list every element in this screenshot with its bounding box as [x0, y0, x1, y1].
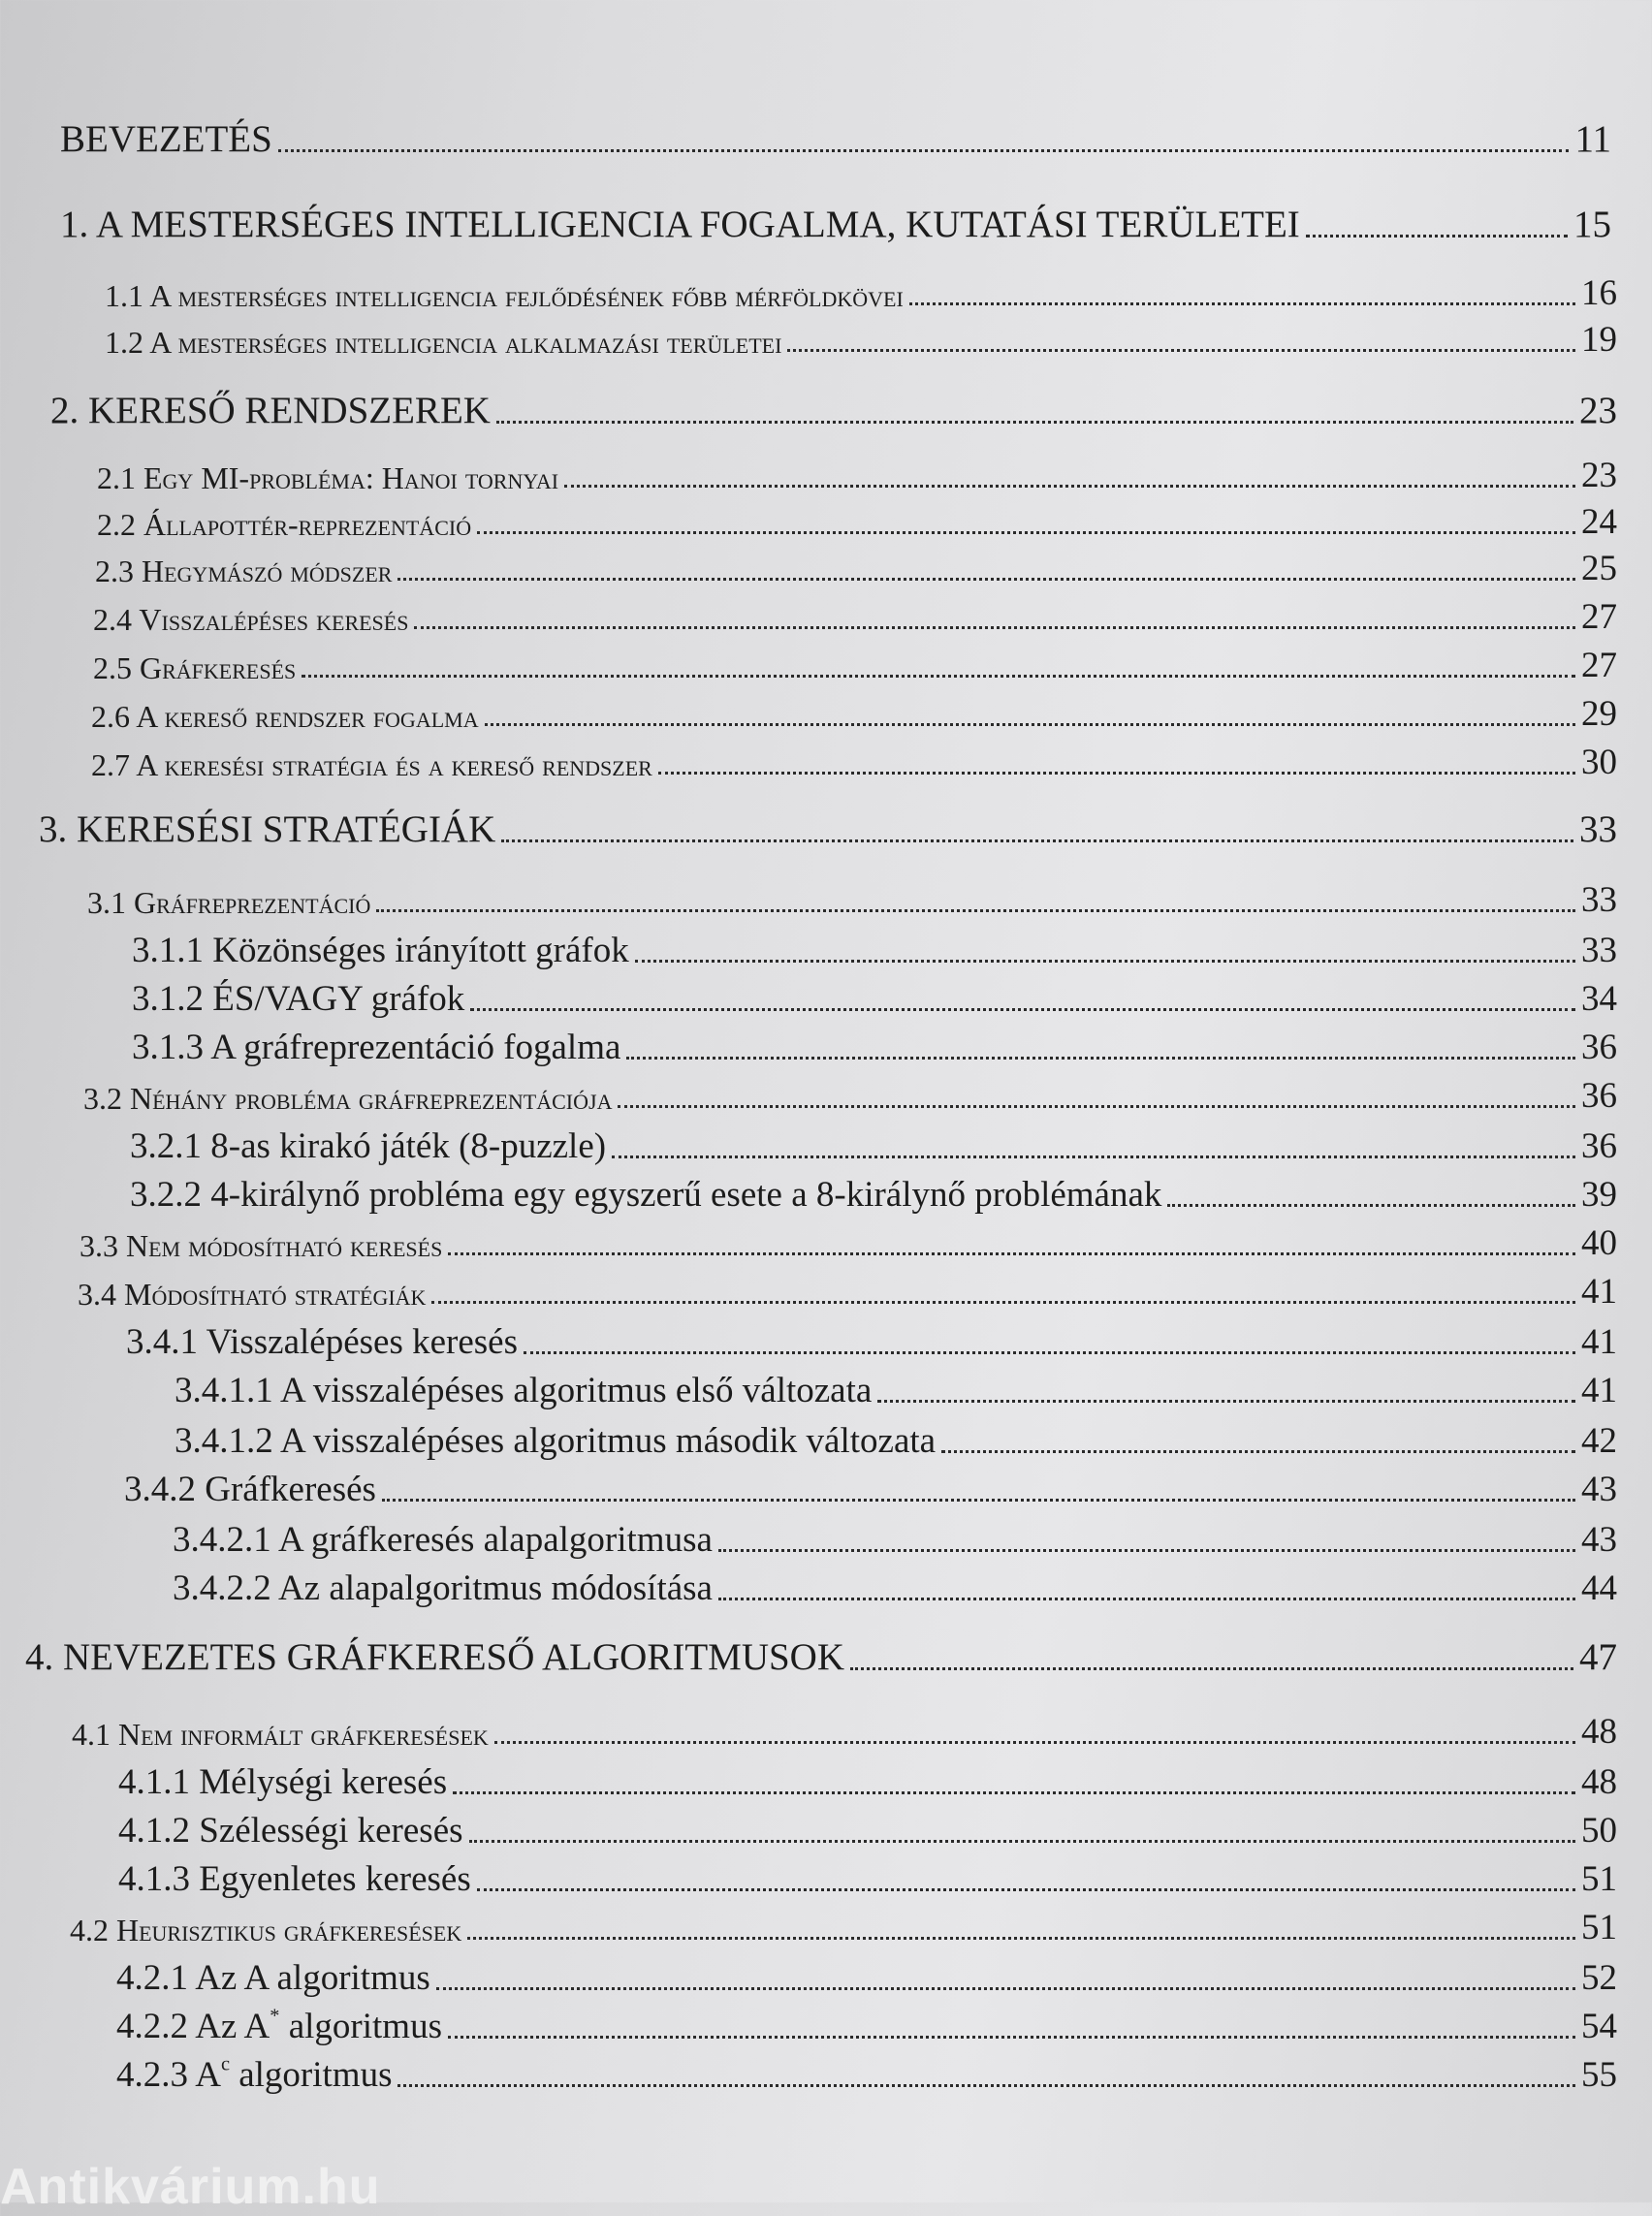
toc-title: 3.4.1.2 A visszalépéses algoritmus második változata — [175, 1421, 937, 1461]
dot-leader — [1306, 234, 1568, 237]
dot-leader — [635, 959, 1575, 963]
dot-leader — [494, 1740, 1575, 1744]
dot-leader — [470, 1007, 1575, 1011]
toc-page-number: 48 — [1581, 1712, 1617, 1752]
toc-entry-3-3[interactable] — [79, 1216, 1617, 1264]
dot-leader — [618, 1104, 1575, 1108]
toc-entry-3-1-2[interactable] — [132, 969, 1617, 1020]
toc-entry-3-2-1[interactable] — [130, 1117, 1617, 1167]
toc-entry-3-1[interactable] — [87, 872, 1617, 921]
toc-page-number: 24 — [1581, 502, 1617, 542]
toc-entry-2-2[interactable] — [97, 496, 1617, 543]
toc-title: 3.4.1.1 A visszalépéses algoritmus első változata — [175, 1371, 873, 1410]
toc-page-number: 36 — [1581, 1126, 1617, 1166]
toc-entry-1-1[interactable] — [105, 269, 1617, 314]
toc-entry-2-3[interactable] — [95, 543, 1617, 589]
toc-title: 2.4 Visszalépéses keresés — [93, 602, 409, 637]
toc-page-number: 43 — [1581, 1470, 1617, 1509]
toc-entry-bevezetes[interactable] — [60, 109, 1611, 161]
toc-page-number: 51 — [1581, 1908, 1617, 1947]
toc-title-prefix: 4.2.3 A — [116, 2055, 221, 2095]
toc-title: 4.1.2 Szélességi keresés — [118, 1811, 463, 1851]
toc-title: 4.2 Heurisztikus gráfkeresések — [70, 1913, 462, 1947]
dot-leader — [382, 1498, 1575, 1502]
toc-page-number: 48 — [1581, 1762, 1617, 1802]
toc-title: 4. NEVEZETES GRÁFKERESŐ ALGORITMUSOK — [25, 1636, 845, 1678]
toc-entry-chapter-2[interactable] — [50, 378, 1617, 432]
toc-page-number: 30 — [1581, 743, 1617, 782]
dot-leader — [448, 1251, 1575, 1255]
dot-leader — [909, 301, 1575, 305]
toc-page-number: 47 — [1579, 1636, 1617, 1678]
dot-leader — [469, 1839, 1575, 1843]
toc-entry-3-4-1-1[interactable] — [175, 1361, 1617, 1411]
toc-page-number: 27 — [1581, 597, 1617, 637]
toc-entry-4-1-3[interactable] — [118, 1850, 1617, 1900]
toc-title: BEVEZETÉS — [60, 118, 272, 160]
toc-page-number: 51 — [1581, 1859, 1617, 1899]
toc-title: 3.3 Nem módosítható keresés — [79, 1228, 443, 1263]
toc-title: 3.1.1 Közönséges irányított gráfok — [132, 931, 629, 970]
superscript-mark: * — [270, 2005, 280, 2027]
toc-title: 3.1.3 A gráfreprezentáció fogalma — [132, 1028, 621, 1067]
toc-entry-4-2[interactable] — [70, 1900, 1617, 1948]
watermark-logo: Antikvárium.hu — [0, 2159, 381, 2215]
toc-title: 2. KERESŐ RENDSZEREK — [50, 390, 491, 431]
toc-title: 3.4.2.1 A gráfkeresés alapalgoritmusa — [173, 1520, 713, 1560]
toc-title: 3.4.2 Gráfkeresés — [124, 1470, 376, 1509]
toc-entry-3-4-2[interactable] — [124, 1460, 1617, 1510]
toc-title: 1.1 A mesterséges intelligencia fejlődésének főbb mérföldkövei — [105, 278, 904, 313]
toc-entry-2-5[interactable] — [93, 640, 1617, 686]
toc-title: 2.3 Hegymászó módszer — [95, 554, 393, 588]
toc-title: 3.4.1 Visszalépéses keresés — [126, 1322, 518, 1362]
toc-entry-3-1-3[interactable] — [132, 1018, 1617, 1068]
toc-page-number: 23 — [1581, 456, 1617, 495]
toc-page-number: 40 — [1581, 1223, 1617, 1263]
toc-page-number: 33 — [1579, 808, 1617, 850]
toc-title: 3.1.2 ÉS/VAGY gráfok — [132, 979, 465, 1019]
toc-entry-3-4-1-2[interactable] — [175, 1411, 1617, 1462]
toc-entry-3-1-1[interactable] — [132, 921, 1617, 971]
toc-title: 2.1 Egy MI-probléma: Hanoi tornyai — [97, 460, 559, 495]
dot-leader — [278, 148, 1570, 152]
dot-leader — [453, 1790, 1575, 1794]
toc-title: 4.1.3 Egyenletes keresés — [118, 1859, 471, 1899]
toc-title: 4.2.1 Az A algoritmus — [116, 1958, 430, 1998]
toc-title-prefix: 4.2.2 Az A — [116, 2007, 270, 2046]
dot-leader — [485, 722, 1575, 726]
toc-title: 1. A MESTERSÉGES INTELLIGENCIA FOGALMA, KUTATÁSI TERÜLETEI — [60, 204, 1300, 245]
toc-entry-4-1-1[interactable] — [118, 1753, 1617, 1803]
dot-leader — [524, 1350, 1575, 1354]
toc-title: 3.4.2.2 Az alapalgoritmus módosítása — [173, 1568, 713, 1608]
dot-leader — [414, 625, 1575, 629]
toc-page-number: 44 — [1581, 1568, 1617, 1608]
toc-page-number: 29 — [1581, 694, 1617, 734]
toc-title-suffix: algoritmus — [279, 2007, 442, 2046]
toc-page-number: 55 — [1581, 2055, 1617, 2095]
toc-title: 2.6 A kereső rendszer fogalma — [91, 699, 479, 734]
toc-page-number: 33 — [1581, 880, 1617, 920]
toc-entry-4-1[interactable] — [72, 1704, 1617, 1753]
toc-entry-chapter-4[interactable] — [25, 1625, 1617, 1679]
dot-leader — [658, 771, 1575, 775]
toc-page-number: 39 — [1581, 1175, 1617, 1215]
toc-title: 4.1 Nem informált gráfkeresések — [72, 1717, 489, 1752]
dot-leader — [718, 1597, 1575, 1600]
dot-leader — [448, 2035, 1575, 2039]
dot-leader — [397, 577, 1575, 581]
toc-page-number: 54 — [1581, 2007, 1617, 2046]
dot-leader — [436, 1986, 1575, 1990]
dot-leader — [1167, 1203, 1575, 1207]
dot-leader — [477, 530, 1575, 534]
toc-title: 2.7 A keresési stratégia és a kereső rendszer — [91, 747, 652, 782]
toc-title: 3.4 Módosítható stratégiák — [78, 1277, 427, 1312]
toc-entry-3-2-2[interactable] — [130, 1165, 1617, 1216]
toc-page-number: 15 — [1573, 204, 1611, 245]
toc-title — [116, 2054, 392, 2096]
toc-title: 1.2 A mesterséges intelligencia alkalmazási területei — [105, 325, 782, 360]
dot-leader — [564, 484, 1575, 488]
toc-page-number: 43 — [1581, 1520, 1617, 1560]
toc-entry-4-2-2[interactable] — [116, 1997, 1617, 2047]
toc-entry-1-2[interactable] — [105, 316, 1617, 361]
toc-page-number: 52 — [1581, 1958, 1617, 1998]
dot-leader — [501, 839, 1573, 842]
dot-leader — [850, 1666, 1573, 1670]
toc-entry-2-4[interactable] — [93, 591, 1617, 638]
dot-leader — [376, 908, 1575, 912]
toc-entry-3-4[interactable] — [78, 1264, 1617, 1313]
dot-leader — [302, 674, 1575, 678]
toc-page-number: 27 — [1581, 646, 1617, 685]
toc-page-number: 34 — [1581, 979, 1617, 1019]
dot-leader — [626, 1056, 1575, 1060]
toc-title: 3.1 Gráfreprezentáció — [87, 885, 371, 920]
toc-entry-3-2[interactable] — [83, 1068, 1617, 1117]
toc-entry-chapter-1[interactable] — [60, 190, 1611, 246]
toc-title: 2.5 Gráfkeresés — [93, 650, 297, 685]
toc-entry-2-6[interactable] — [91, 688, 1617, 735]
toc-page-number: 41 — [1581, 1371, 1617, 1410]
dot-leader — [397, 2083, 1575, 2087]
dot-leader — [787, 348, 1575, 352]
dot-leader — [467, 1936, 1575, 1940]
toc-title: 3.2.1 8-as kirakó játék (8-puzzle) — [130, 1126, 607, 1166]
toc-page-number: 41 — [1581, 1272, 1617, 1312]
toc-page-number: 36 — [1581, 1076, 1617, 1116]
toc-page-number: 11 — [1574, 118, 1611, 160]
toc-entry-3-4-2-2[interactable] — [173, 1559, 1617, 1609]
toc-title — [116, 2006, 442, 2047]
toc-page-number: 19 — [1581, 320, 1617, 360]
toc-entry-4-2-1[interactable] — [116, 1948, 1617, 1999]
toc-entry-3-4-1[interactable] — [126, 1313, 1617, 1363]
toc-page-number: 23 — [1579, 390, 1617, 431]
toc-title-suffix: algoritmus — [229, 2055, 393, 2095]
toc-entry-chapter-3[interactable] — [39, 797, 1617, 851]
toc-page-number: 42 — [1581, 1421, 1617, 1461]
toc-entry-2-7[interactable] — [91, 735, 1617, 783]
dot-leader — [496, 420, 1573, 424]
dot-leader — [877, 1399, 1575, 1403]
toc-page-number: 41 — [1581, 1322, 1617, 1362]
toc-entry-4-2-3[interactable] — [116, 2045, 1617, 2096]
dot-leader — [941, 1449, 1575, 1453]
toc-page-number: 25 — [1581, 549, 1617, 588]
dot-leader — [431, 1300, 1575, 1304]
superscript-mark: c — [220, 2053, 230, 2075]
toc-title: 4.1.1 Mélységi keresés — [118, 1762, 448, 1802]
toc-page-number: 16 — [1581, 273, 1617, 313]
toc-page-number: 50 — [1581, 1811, 1617, 1851]
toc-entry-2-1[interactable] — [97, 450, 1617, 496]
toc-title: 3.2.2 4-királynő probléma egy egyszerű esete a 8-királynő problémának — [130, 1175, 1162, 1215]
toc-entry-4-1-2[interactable] — [118, 1801, 1617, 1852]
toc-page-number: 33 — [1581, 931, 1617, 970]
toc-title: 2.2 Állapottér-reprezentáció — [97, 507, 472, 542]
dot-leader — [477, 1887, 1575, 1891]
dot-leader — [718, 1548, 1575, 1552]
dot-leader — [612, 1155, 1575, 1158]
toc-title: 3.2 Néhány probléma gráfreprezentációja — [83, 1081, 613, 1116]
toc-entry-3-4-2-1[interactable] — [173, 1510, 1617, 1561]
toc-title: 3. KERESÉSI STRATÉGIÁK — [39, 808, 496, 850]
toc-page-number: 36 — [1581, 1028, 1617, 1067]
